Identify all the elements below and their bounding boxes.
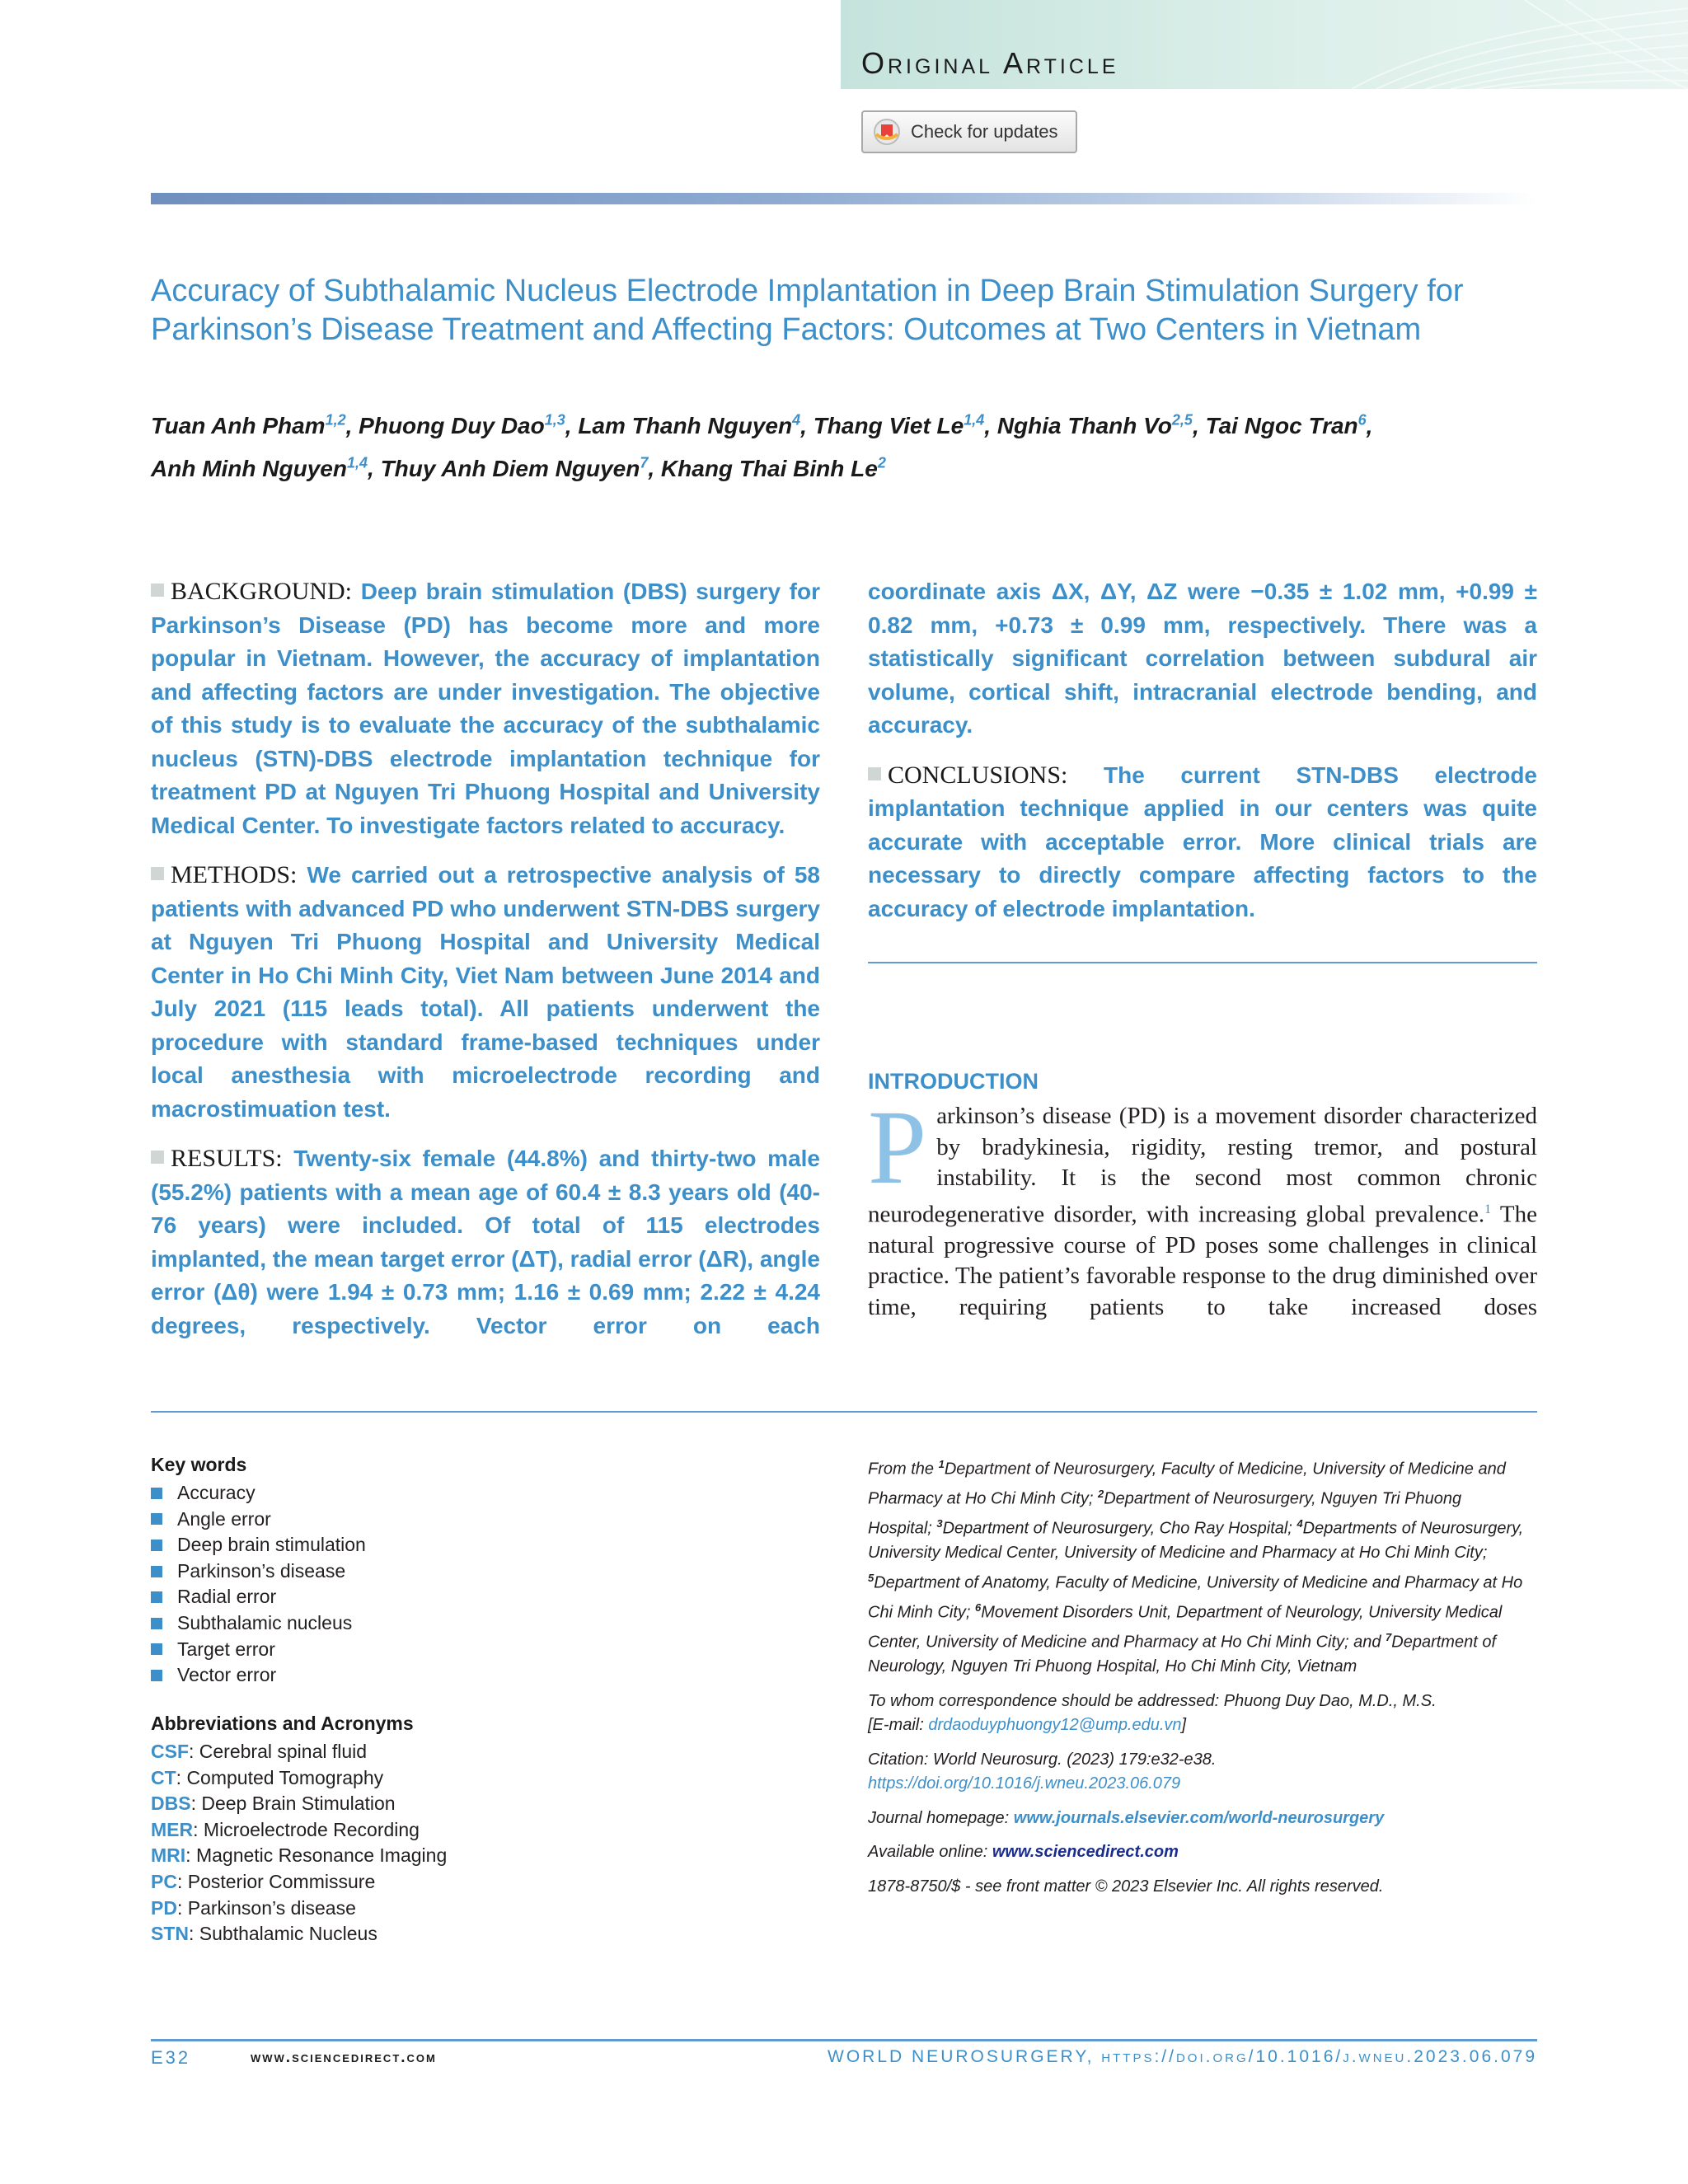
abstract-methods: METHODS: We carried out a retrospective analysis of 58 patients with advanced PD who underwent STN-DBS surgery at Nguyen Tri Phuong Hospital and University Medical Center in Ho Chi Minh City, Viet Nam between June 2014 and July 2021 (115 leads total). All patients underwent the procedure with standard frame-based techniques under local anesthesia with microelectrode recording and macrostimuation test. bbox=[151, 861, 820, 1122]
list-item: PC: Posterior Commissure bbox=[151, 1870, 376, 1892]
keywords-heading: Key words bbox=[151, 1454, 247, 1475]
bullet-square-icon bbox=[151, 1643, 162, 1655]
list-item: PD: Parkinson’s disease bbox=[151, 1896, 356, 1919]
crossmark-icon bbox=[873, 118, 901, 146]
abstract-conclusions: CONCLUSIONS: The current STN-DBS electrode implantation technique applied in our centers was quite accurate with acceptable error. More clinical trials are necessary to directly compare affecting factors to the accuracy of electrode implantation. bbox=[868, 761, 1537, 921]
article-title: Accuracy of Subthalamic Nucleus Electrode Implantation in Deep Brain Stimulation Surgery for Parkinson’s Disease Treatment and Affecting Factors: Outcomes at Two Centers in Vietnam bbox=[151, 274, 1464, 347]
author: Nghia Thanh Vo$^{2,5}$ bbox=[996, 412, 1193, 439]
introduction-body: Parkinson’s disease (PD) is a movement disorder characterized by bradykinesia, rigidity, resting tremor, and postural instability. It is the second most common chronic neurodegenerative disorder, with increasing global prevalence.$^1$ The natural progressive course of PD poses some challenges in clinical practice. The patient’s favorable response to the drug diminished over time, requiring patients to take increased doses bbox=[868, 1089, 1537, 1320]
introduction-heading: INTRODUCTION bbox=[868, 1069, 1039, 1094]
author: Thuy Anh Diem Nguyen$^7$ bbox=[380, 454, 649, 481]
list-item: DBS: Deep Brain Stimulation bbox=[151, 1793, 396, 1815]
citation: Citation: World Neurosurg. (2023) 179:e32-e38. https://doi.org/10.1016/j.wneu.2023.06.079 bbox=[868, 1750, 1217, 1793]
abstract-right-column bbox=[868, 575, 1537, 942]
list-item: Deep brain stimulation bbox=[151, 1532, 563, 1558]
list-item: MRI: Magnetic Resonance Imaging bbox=[151, 1844, 448, 1867]
author: Phuong Duy Dao$^{1,3}$ bbox=[359, 412, 565, 439]
decorative-wave-pattern bbox=[1352, 0, 1688, 89]
abstract-results-continued: coordinate axis ΔX, ΔY, ΔZ were −0.35 ± 1.02 mm, +0.99 ± 0.82 mm, +0.73 ± 0.99 mm, respectively. There was a statistically significant correlation between subdural air volume, cortical shift, intracranial electrode bending, and accuracy. bbox=[868, 579, 1537, 738]
list-item: Subthalamic nucleus bbox=[151, 1610, 563, 1637]
check-for-updates-label: Check for updates bbox=[911, 121, 1058, 142]
author: Khang Thai Binh Le$^2$ bbox=[660, 454, 886, 481]
bullet-square-icon bbox=[151, 1618, 162, 1629]
section-label: BACKGROUND: bbox=[171, 578, 353, 605]
available-online: Available online: www.sciencedirect.com bbox=[868, 1843, 1179, 1862]
bullet-square-icon bbox=[151, 1670, 162, 1681]
bullet-square-icon bbox=[151, 1513, 162, 1525]
author: Lam Thanh Nguyen$^4$ bbox=[578, 412, 801, 439]
keywords-list bbox=[151, 1480, 563, 1689]
abstract-background: BACKGROUND: Deep brain stimulation (DBS) surgery for Parkinson’s Disease (PD) has become more and more popular in Vietnam. However, the accuracy of implantation and affecting factors are under investigation. The objective of this study is to evaluate the accuracy of the subthalamic nucleus (STN)-DBS electrode implantation technique for treatment PD at Nguyen Tri Phuong Hospital and University Medical Center. To investigate factors related to accuracy. bbox=[151, 578, 821, 838]
sciencedirect-link[interactable]: www.sciencedirect.com bbox=[992, 1843, 1179, 1862]
bullet-square-icon bbox=[151, 1566, 162, 1577]
email-link[interactable]: drdaoduyphuongy12@ump.edu.vn bbox=[928, 1716, 1182, 1735]
bullet-square-icon bbox=[151, 1488, 162, 1499]
list-item: STN: Subthalamic Nucleus bbox=[151, 1923, 377, 1945]
list-item: Vector error bbox=[151, 1662, 563, 1689]
affiliations: From the $^1$Department of Neurosurgery, Faculty of Medicine, University of Medicine and Pharmacy at Ho Chi Minh City; $^2$Department of Neurosurgery, Nguyen Tri Phuong Hospital; $^3$Department of Neurosurgery, Cho Ray Hospital; $^4$Departments of Neurosurgery, University Medical Center, University of Medicine and Pharmacy at Ho Chi Minh City; $^5$Department of Anatomy, Faculty of Medicine, University of Medicine and Pharmacy at Ho Chi Minh City; $^6$Movement Disorders Unit, Department of Neurology, University Medical Center, University of Medicine and Pharmacy at Ho Chi Minh City; and $^7$Department of Neurology, Nguyen Tri Phuong Hospital, Ho Chi Minh City, Vietnam bbox=[868, 1458, 1524, 1676]
list-item: Target error bbox=[151, 1637, 563, 1663]
author: Tai Ngoc Tran$^6$ bbox=[1205, 412, 1367, 439]
drop-cap: P bbox=[868, 1089, 927, 1206]
list-item: MER: Microelectrode Recording bbox=[151, 1818, 420, 1840]
bullet-square-icon bbox=[151, 1540, 162, 1551]
citation-link[interactable]: 1 bbox=[1484, 1202, 1492, 1216]
check-for-updates-button[interactable] bbox=[861, 110, 1077, 153]
bullet-square-icon bbox=[868, 767, 881, 780]
list-item: Accuracy bbox=[151, 1480, 563, 1507]
abstract-divider bbox=[868, 962, 1537, 963]
list-item: CSF: Cerebral spinal fluid bbox=[151, 1741, 368, 1762]
correspondence: To whom correspondence should be addressed: Phuong Duy Dao, M.D., M.S. [E-mail: drdaoduyphuongy12@ump.edu.vn] bbox=[868, 1691, 1437, 1735]
author: Thang Viet Le$^{1,4}$ bbox=[813, 412, 985, 439]
footer-site-link[interactable]: www.sciencedirect.com bbox=[251, 2049, 437, 2066]
bullet-square-icon bbox=[151, 1591, 162, 1603]
section-divider bbox=[151, 1411, 1537, 1413]
bullet-square-icon bbox=[151, 1151, 164, 1164]
journal-homepage: Journal homepage: www.journals.elsevier.com/world-neurosurgery bbox=[868, 1808, 1385, 1827]
homepage-link[interactable]: www.journals.elsevier.com/world-neurosurgery bbox=[1013, 1808, 1385, 1827]
top-rule bbox=[151, 193, 1537, 204]
author: Tuan Anh Pham$^{1,2}$ bbox=[151, 412, 346, 439]
affiliations-block bbox=[868, 1452, 1527, 1909]
author: Anh Minh Nguyen$^{1,4}$ bbox=[151, 454, 368, 481]
author-list: Tuan Anh Pham$^{1,2}$, Phuong Duy Dao$^{1,3}$, Lam Thanh Nguyen$^4$, Thang Viet Le$^{1,4}$, Nghia Thanh Vo$^{2,5}$, Tai Ngoc Tran$^6$, Anh Minh Nguyen$^{1,4}$, Thuy Anh Diem Nguyen$^7$, Khang Thai Binh Le$^2$ bbox=[151, 412, 1373, 481]
section-label: METHODS: bbox=[171, 861, 298, 888]
abbreviations-heading: Abbreviations and Acronyms bbox=[151, 1713, 414, 1734]
section-label: RESULTS: bbox=[171, 1145, 283, 1172]
abstract-left-column bbox=[151, 575, 820, 1359]
abbreviations-list bbox=[151, 1739, 645, 1947]
doi-link[interactable]: https://doi.org/10.1016/j.wneu.2023.06.079 bbox=[868, 1774, 1181, 1793]
footer-journal: WORLD NEUROSURGERY, https://doi.org/10.1016/j.wneu.2023.06.079 bbox=[828, 2047, 1537, 2066]
list-item: Parkinson’s disease bbox=[151, 1558, 563, 1585]
page-number: E32 bbox=[151, 2047, 191, 2068]
bullet-square-icon bbox=[151, 583, 164, 597]
list-item: Angle error bbox=[151, 1507, 563, 1533]
footer-doi-link[interactable]: https://doi.org/10.1016/j.wneu.2023.06.079 bbox=[1101, 2047, 1537, 2066]
section-label: CONCLUSIONS: bbox=[888, 761, 1068, 789]
copyright: 1878-8750/$ - see front matter © 2023 Elsevier Inc. All rights reserved. bbox=[868, 1877, 1384, 1896]
footer-rule bbox=[151, 2039, 1537, 2041]
list-item: Radial error bbox=[151, 1584, 563, 1610]
abstract-results: RESULTS: Twenty-six female (44.8%) and thirty-two male (55.2%) patients with a mean age of 60.4 ± 8.3 years old (40-76 years) were included. Of total of 115 electrodes implanted, the mean target error (ΔT), radial error (ΔR), angle error (Δθ) were 1.94 ± 0.73 mm; 1.16 ± 0.69 mm; 2.22 ± 4.24 degrees, respectively. Vector error on each bbox=[151, 1145, 820, 1338]
article-type-label: Original Article bbox=[861, 46, 1119, 80]
bullet-square-icon bbox=[151, 867, 164, 880]
list-item: CT: Computed Tomography bbox=[151, 1766, 384, 1788]
